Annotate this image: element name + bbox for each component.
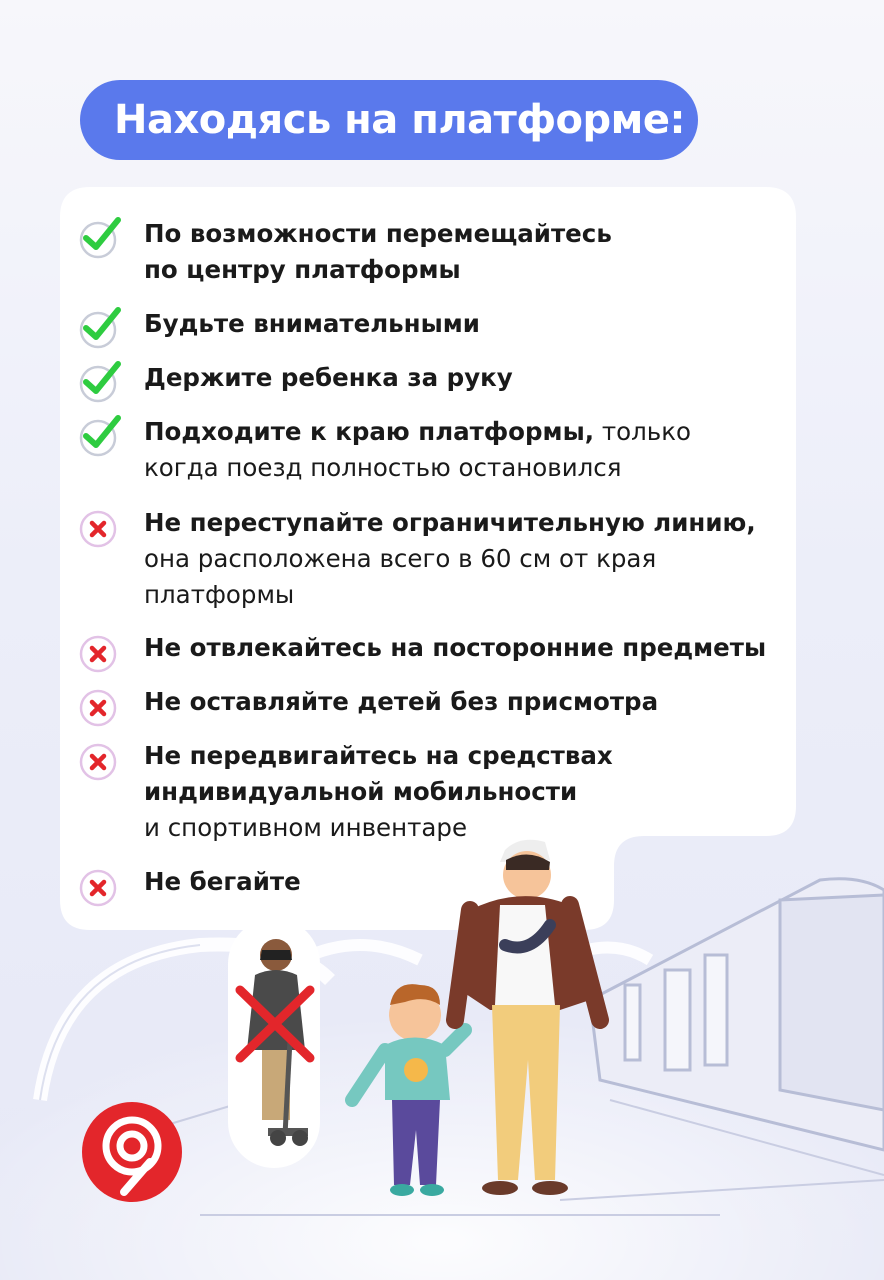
- rule-text: Не переступайте ограничительную линию,: [144, 508, 756, 537]
- man-illustration: [455, 840, 600, 1195]
- rule-text-line3: платформы: [144, 580, 295, 609]
- rule-text-line2: индивидуальной мобильности: [144, 777, 578, 806]
- rule-text: Не передвигайтесь на средствах: [144, 741, 613, 770]
- rule-text-normal: только: [594, 417, 691, 446]
- metro-logo-icon: [80, 1100, 184, 1204]
- rule-text: По возможности перемещайтесь: [144, 219, 612, 248]
- rule-text: Держите ребенка за руку: [144, 363, 513, 392]
- page-title: Находясь на платформе:: [80, 80, 698, 160]
- rule-text-line2: когда поезд полностью остановился: [144, 453, 622, 482]
- rule-text: Не бегайте: [144, 867, 301, 896]
- scooter-woman-illustration: [228, 918, 320, 1168]
- rule-text-line2: по центру платформы: [144, 255, 461, 284]
- rule-text: Будьте внимательными: [144, 309, 480, 338]
- rule-text: Не отвлекайтесь на посторонние предметы: [144, 633, 767, 662]
- rule-text-line3: и спортивном инвентаре: [144, 813, 468, 842]
- rule-text: Подходите к краю платформы,: [144, 417, 595, 446]
- rule-text-line2: она расположена всего в 60 см от края: [144, 544, 657, 573]
- rule-text: Не оставляйте детей без присмотра: [144, 687, 659, 716]
